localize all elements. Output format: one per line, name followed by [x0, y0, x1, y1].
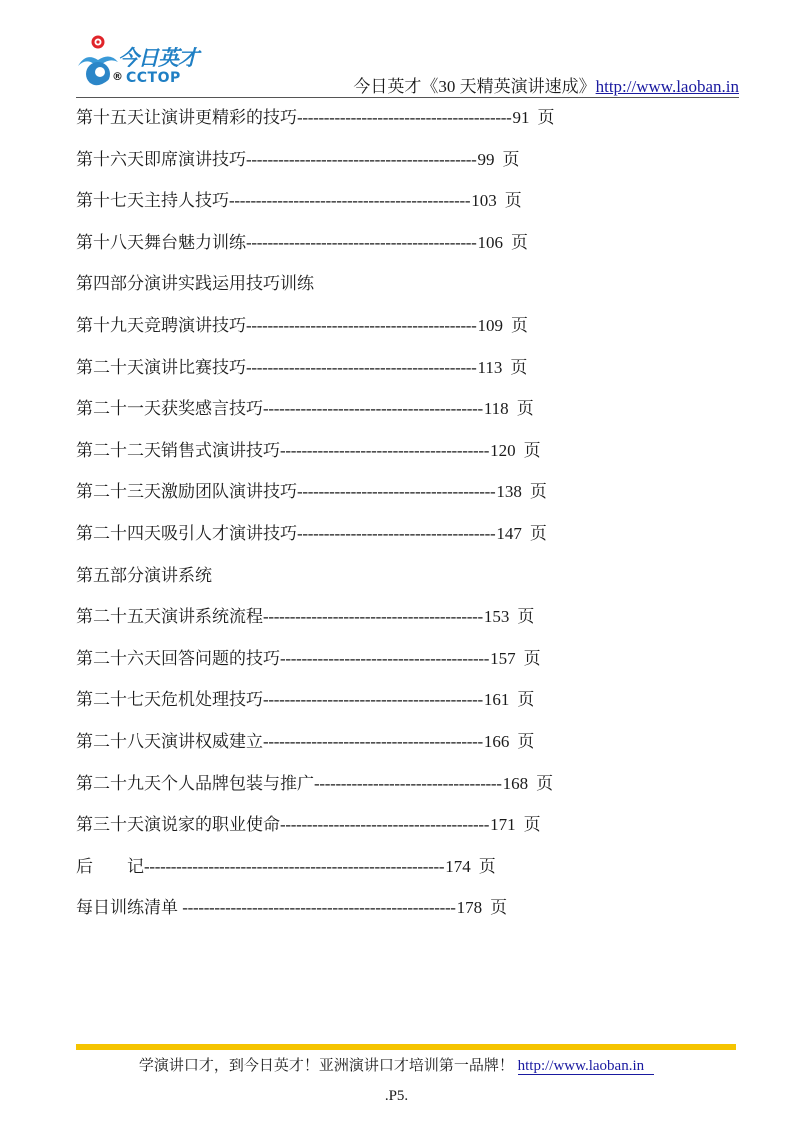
toc-leader: ------------------------------------------- [246, 315, 477, 335]
toc-page-number: 120 [490, 440, 516, 460]
toc-title: 第二十五天演讲系统流程 [76, 607, 263, 627]
toc-page-unit: 页 [537, 108, 555, 127]
toc-title: 第二十三天激励团队演讲技巧 [76, 482, 297, 502]
toc-page-number: 161 [483, 690, 510, 710]
toc-entry[interactable] [76, 478, 676, 520]
toc-leader: ----------------------------------------- [263, 399, 483, 419]
toc-page-number: 178 [456, 898, 483, 918]
toc-page-number: 99 [477, 149, 495, 169]
toc-page-unit: 页 [523, 648, 541, 668]
header-divider [76, 97, 739, 98]
toc-section-heading [76, 270, 676, 312]
toc-title: 第二十四天吸引人才演讲技巧 [76, 523, 297, 543]
toc-page-unit: 页 [504, 191, 522, 211]
toc-entry[interactable] [76, 354, 676, 396]
toc-title: 第十五天让演讲更精彩的技巧 [76, 108, 297, 127]
toc-page-number: 109 [477, 315, 504, 335]
logo-text-en: CCTOP [126, 70, 181, 86]
toc-page-number: 153 [483, 607, 510, 627]
toc-entry[interactable] [76, 728, 676, 770]
toc-title: 第二十六天回答问题的技巧 [76, 648, 280, 668]
logo-text-cn: 今日英才 [118, 46, 198, 70]
toc-leader: ------------------------------------------- [246, 149, 477, 169]
toc-title: 第十九天竞聘演讲技巧 [76, 315, 246, 335]
toc-page-unit: 页 [510, 357, 528, 377]
toc-page-number: 103 [471, 191, 497, 211]
toc-entry[interactable] [76, 437, 676, 479]
toc-title: 第二十一天获奖感言技巧 [76, 399, 263, 419]
toc-page-number: 147 [496, 523, 522, 543]
toc-title: 后 记 [76, 856, 144, 876]
toc-entry[interactable] [76, 229, 676, 271]
footer-slogan: 学演讲口才，到今日英才！亚洲演讲口才培训第一品牌！ [138, 1058, 514, 1074]
toc-title: 第十六天即席演讲技巧 [76, 149, 246, 169]
toc-page-number: 174 [445, 856, 471, 876]
footer-divider-bar [76, 1044, 736, 1050]
toc-entry[interactable] [76, 146, 676, 188]
toc-entry[interactable] [76, 187, 676, 229]
toc-title: 第二十七天危机处理技巧 [76, 690, 263, 710]
toc-page-number: 157 [490, 648, 516, 668]
footer-link[interactable]: http://www.laoban.in [518, 1058, 655, 1075]
toc-page-unit: 页 [529, 482, 547, 502]
toc-page-unit: 页 [511, 315, 529, 335]
toc-page-unit: 页 [478, 856, 496, 876]
toc-title: 第二十八天演讲权威建立 [76, 731, 263, 751]
toc-title: 第十八天舞台魅力训练 [76, 232, 246, 252]
toc-leader: ----------------------------------------- [263, 690, 483, 710]
toc-entry[interactable] [76, 770, 676, 812]
toc-page-number: 118 [483, 399, 509, 419]
book-title: 今日英才《30 天精英演讲速成》 [353, 77, 596, 96]
registered-mark: ® [112, 70, 123, 83]
toc-entry[interactable] [76, 104, 676, 146]
toc-page-unit: 页 [490, 898, 508, 918]
toc-section-heading [76, 562, 676, 604]
toc-title: 第二十二天销售式演讲技巧 [76, 440, 280, 460]
toc-leader: --------------------------------------- [280, 440, 490, 460]
toc-entry[interactable] [76, 312, 676, 354]
toc-page-number: 168 [502, 773, 529, 793]
toc-page-unit: 页 [523, 815, 541, 835]
toc-leader: ----------------------------------------- [263, 607, 483, 627]
toc-page-number: 166 [483, 731, 510, 751]
page-header [76, 34, 739, 100]
toc-title: 第三十天演说家的职业使命 [76, 815, 280, 835]
toc-leader: ------------------------------------- [297, 523, 496, 543]
toc-entry[interactable] [76, 686, 676, 728]
toc-entry[interactable] [76, 395, 676, 437]
toc-leader: --------------------------------------------------- [182, 898, 456, 918]
toc-page-unit: 页 [517, 690, 535, 710]
toc-entry[interactable] [76, 645, 676, 687]
toc-leader: ------------------------------------------- [246, 232, 477, 252]
toc-title: 第十七天主持人技巧 [76, 191, 229, 211]
table-of-contents [76, 104, 676, 936]
toc-leader: --------------------------------------------- [229, 191, 471, 211]
cctop-logo [76, 34, 206, 94]
toc-page-unit: 页 [536, 773, 554, 793]
toc-title: 第二十九天个人品牌包装与推广 [76, 773, 314, 793]
toc-page-unit: 页 [529, 523, 547, 543]
toc-page-unit: 页 [502, 149, 520, 169]
toc-leader: ------------------------------------------- [246, 357, 477, 377]
toc-leader: --------------------------------------- [280, 815, 490, 835]
toc-page-number: 91 [512, 108, 530, 127]
page-footer [0, 1054, 793, 1075]
toc-entry[interactable] [76, 811, 676, 853]
header-title [353, 72, 739, 97]
toc-entry[interactable] [76, 520, 676, 562]
toc-leader: ----------------------------------- [314, 773, 502, 793]
page-number: .P5. [384, 1088, 409, 1104]
toc-page-unit: 页 [517, 731, 535, 751]
toc-title: 第二十天演讲比赛技巧 [76, 357, 246, 377]
toc-page-unit: 页 [516, 399, 534, 419]
toc-leader: -------------------------------------------------------- [144, 856, 445, 876]
section-title: 第四部分演讲实践运用技巧训练 [76, 274, 314, 294]
toc-page-number: 113 [477, 357, 503, 377]
toc-page-number: 106 [477, 232, 504, 252]
toc-page-unit: 页 [511, 232, 529, 252]
toc-entry[interactable] [76, 853, 676, 895]
toc-leader: ---------------------------------------- [297, 108, 512, 127]
toc-page-number: 138 [496, 482, 522, 502]
toc-page-number: 171 [490, 815, 516, 835]
toc-entry[interactable] [76, 603, 676, 645]
toc-page-unit: 页 [523, 440, 541, 460]
toc-page-unit: 页 [517, 607, 535, 627]
toc-leader: ------------------------------------- [297, 482, 496, 502]
toc-leader: ----------------------------------------- [263, 731, 483, 751]
toc-leader: --------------------------------------- [280, 648, 490, 668]
cctop-logo-icon [76, 34, 120, 92]
section-title: 第五部分演讲系统 [76, 565, 212, 585]
toc-entry[interactable] [76, 894, 676, 936]
header-link[interactable]: http://www.laoban.in [595, 77, 739, 96]
toc-title: 每日训练清单 [76, 898, 183, 918]
